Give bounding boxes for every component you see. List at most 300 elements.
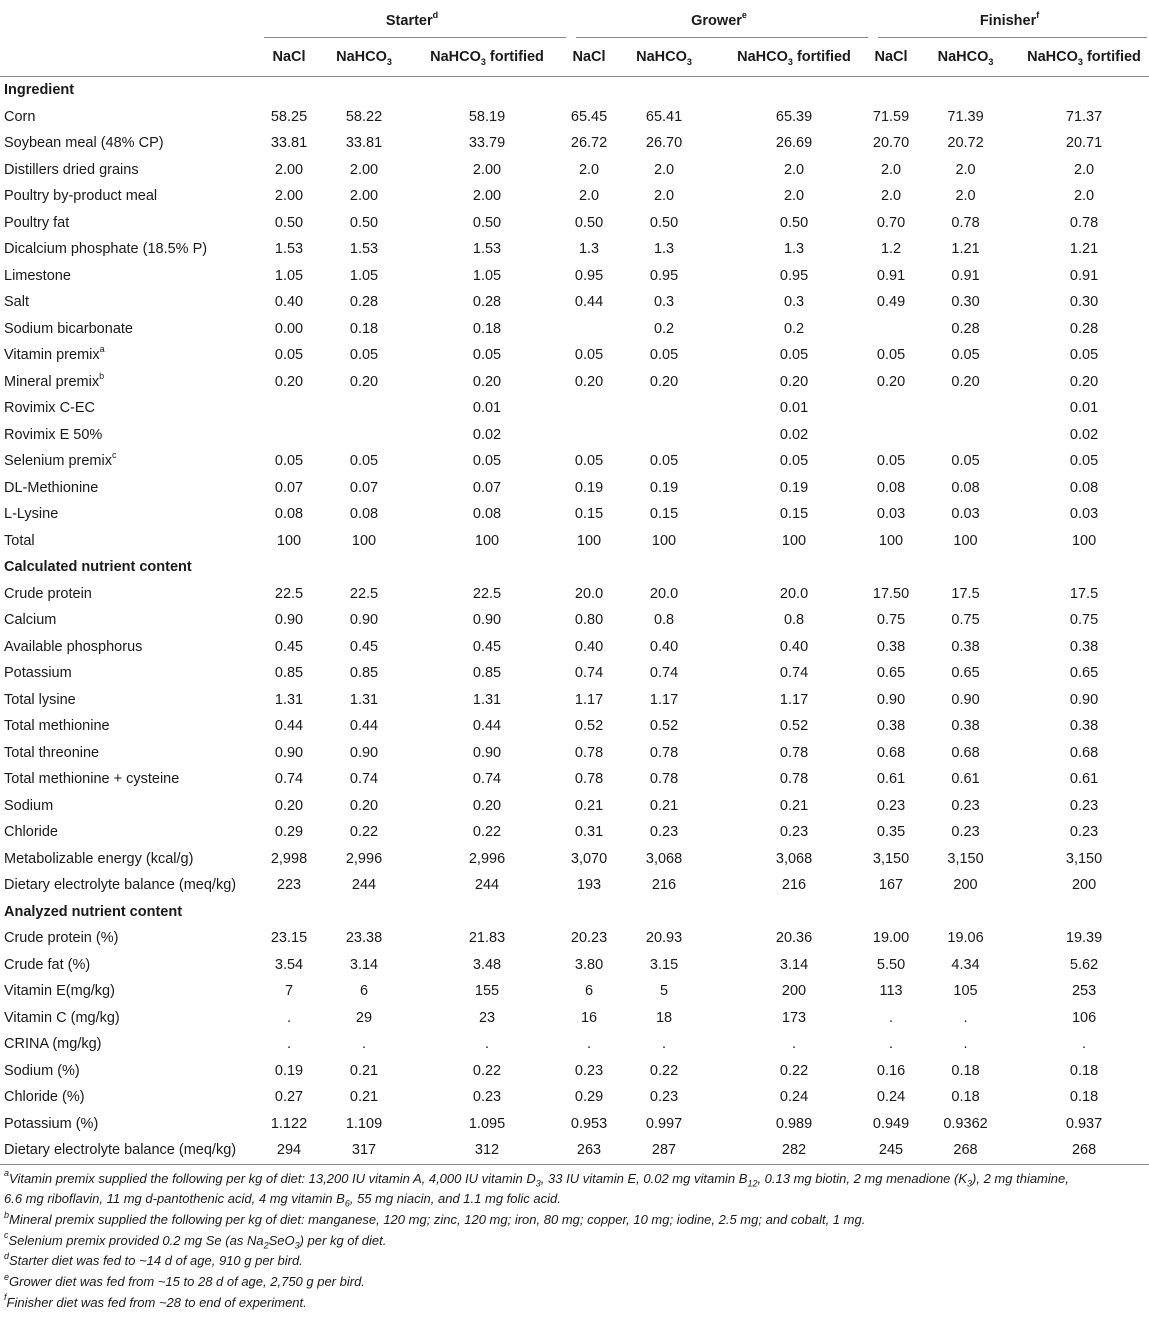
table-cell: 0.05	[472, 453, 502, 470]
table-cell: 26.69	[775, 135, 813, 152]
table-cell: 0.50	[649, 214, 679, 231]
table-cell: 0.50	[349, 214, 379, 231]
footnote-line	[4, 1251, 1147, 1272]
table-cell: 0.30	[1069, 294, 1099, 311]
table-cell: 0.40	[574, 638, 604, 655]
table-row	[0, 952, 1149, 979]
table-row	[0, 872, 1149, 899]
table-cell: 0.05	[349, 453, 379, 470]
table-cell: 0.78	[779, 771, 809, 788]
table-row	[0, 1031, 1149, 1058]
table-cell: 20.0	[779, 585, 809, 602]
row-label-text: Sodium	[4, 797, 54, 814]
table-cell: 1.2	[880, 241, 902, 258]
table-cell: 0.9362	[943, 1115, 988, 1132]
footnote-text: ) per kg of diet.	[299, 1232, 387, 1248]
table-row	[0, 1058, 1149, 1085]
phase-header-row	[0, 4, 1149, 38]
row-label-text: Vitamin C (mg/kg)	[4, 1009, 120, 1026]
table-cell: 5.50	[876, 956, 906, 973]
row-label	[0, 528, 256, 555]
table-cell: 0.38	[876, 638, 906, 655]
table-cell: 3,150	[872, 850, 910, 867]
footnote-mark: f	[1036, 10, 1040, 21]
row-label-text: Metabolizable energy (kcal/g)	[4, 850, 194, 867]
table-cell: 0.23	[1069, 797, 1099, 814]
header-corner-sub	[0, 38, 256, 77]
treatment-name: NaHCO	[1027, 49, 1078, 65]
table-cell: 0.19	[649, 479, 679, 496]
diet-composition-table	[0, 4, 1149, 1165]
table-cell: 3.48	[472, 956, 502, 973]
table-row	[0, 819, 1149, 846]
table-cell: 58.22	[345, 108, 383, 125]
table-cell: 71.39	[947, 108, 984, 125]
section-header-row	[0, 77, 1149, 104]
row-label	[0, 660, 256, 687]
table-cell: 0.21	[779, 797, 809, 814]
table-cell: 3.14	[349, 956, 379, 973]
table-cell: 0.85	[472, 665, 502, 682]
table-cell: 0.21	[649, 797, 679, 814]
table-cell: 0.38	[1069, 718, 1099, 735]
table-cell: 0.74	[574, 665, 604, 682]
treatment-suffix: fortified	[792, 49, 851, 65]
footnote-text: Finisher diet was fed from ~28 to end of experiment.	[6, 1294, 307, 1310]
table-cell: 0.23	[779, 824, 809, 841]
table-cell: 23	[478, 1009, 496, 1026]
table-cell: 0.74	[649, 665, 679, 682]
table-cell: 6	[584, 983, 594, 1000]
row-label	[0, 872, 256, 899]
table-row	[0, 501, 1149, 528]
table-cell: 0.23	[1069, 824, 1099, 841]
table-cell	[912, 395, 1019, 422]
table-cell: 0.91	[951, 267, 980, 284]
subscript: 3	[686, 56, 692, 67]
table-cell: 20.36	[775, 930, 813, 947]
table-cell: 19.39	[1065, 930, 1103, 947]
table-cell: 253	[1071, 983, 1097, 1000]
table-row	[0, 766, 1149, 793]
footnote-line	[4, 1293, 1147, 1314]
table-cell: .	[485, 1036, 490, 1053]
phase-header-grower	[568, 4, 870, 38]
treatment-name: NaHCO	[430, 49, 481, 65]
phase-header-finisher	[870, 4, 1149, 38]
table-cell: 0.65	[1069, 665, 1099, 682]
table-cell: 0.07	[349, 479, 379, 496]
table-cell	[256, 395, 322, 422]
section-header-row	[0, 554, 1149, 581]
table-cell: 0.90	[472, 744, 502, 761]
table-cell: .	[963, 1036, 968, 1053]
phase-name: Grower	[691, 13, 742, 29]
row-label	[0, 978, 256, 1005]
subscript: 3	[967, 1178, 973, 1189]
table-cell: 0.90	[951, 691, 980, 708]
table-cell: 105	[953, 983, 978, 1000]
footnote-text: Vitamin premix supplied the following per kg of diet: 13,200 IU vitamin A, 4,000 IU vitamin D	[9, 1170, 536, 1186]
table-cell: 0.49	[876, 294, 906, 311]
table-cell: 100	[1071, 532, 1097, 549]
subscript: 12	[747, 1178, 758, 1189]
table-cell: 2.0	[783, 188, 805, 205]
table-cell: 71.59	[872, 108, 910, 125]
table-cell: 0.23	[649, 1089, 679, 1106]
table-cell: 0.20	[649, 373, 679, 390]
table-cell: 0.01	[472, 400, 502, 417]
row-label-text: Soybean meal (48% CP)	[4, 135, 164, 152]
table-cell: 0.15	[779, 506, 809, 523]
treatment-header	[718, 38, 870, 77]
table-cell: 0.989	[775, 1115, 813, 1132]
table-cell: 20.93	[645, 930, 683, 947]
table-cell: 317	[322, 1137, 406, 1164]
row-label-text: Vitamin premix	[4, 347, 100, 364]
table-cell: 1.31	[349, 691, 379, 708]
table-cell: 3,150	[947, 850, 984, 867]
table-cell: 0.38	[951, 638, 980, 655]
table-cell: 0.74	[349, 771, 379, 788]
footnote-text: , 0.13 mg biotin, 2 mg menadione (K	[757, 1170, 968, 1186]
table-cell	[256, 422, 322, 449]
row-label-text: Dietary electrolyte balance (meq/kg)	[4, 877, 237, 894]
row-label	[0, 634, 256, 661]
table-cell: 244	[474, 877, 500, 894]
table-cell: 0.20	[574, 373, 604, 390]
table-cell: 0.45	[472, 638, 502, 655]
table-cell: .	[1082, 1036, 1087, 1053]
table-cell	[610, 395, 718, 422]
table-cell: 26.70	[645, 135, 683, 152]
table-cell: 200	[953, 877, 978, 894]
table-cell: 100	[351, 532, 377, 549]
table-cell: 0.44	[349, 718, 379, 735]
table-cell: 312	[406, 1137, 568, 1164]
table-cell: 106	[1071, 1009, 1097, 1026]
subscript: 3	[294, 1240, 300, 1251]
treatment-name: NaHCO	[336, 49, 387, 65]
table-cell: 1.21	[951, 241, 980, 258]
row-label	[0, 210, 256, 237]
table-cell: 33.81	[270, 135, 308, 152]
table-row	[0, 475, 1149, 502]
table-row	[0, 1005, 1149, 1032]
table-cell: 3.54	[274, 956, 304, 973]
footnote-mark: e	[4, 1271, 10, 1282]
table-cell: 0.61	[876, 771, 906, 788]
table-cell: 1.31	[274, 691, 304, 708]
row-label	[0, 369, 256, 396]
table-cell: .	[286, 1009, 292, 1026]
table-cell: 0.18	[1069, 1089, 1099, 1106]
treatment-header	[912, 38, 1019, 77]
row-label-text: Poultry by-product meal	[4, 188, 158, 205]
table-cell: 0.38	[951, 718, 980, 735]
table-row	[0, 740, 1149, 767]
table-cell: 2.00	[472, 188, 502, 205]
table-cell: 2.0	[653, 188, 675, 205]
table-cell: 0.61	[1069, 771, 1099, 788]
table-cell: 65.45	[570, 108, 608, 125]
treatment-name: NaCl	[272, 49, 306, 65]
table-cell: 2.0	[578, 161, 600, 178]
phase-name: Starter	[385, 13, 433, 29]
table-cell: 17.5	[951, 585, 980, 602]
table-cell: 0.02	[779, 426, 809, 443]
table-cell: 0.68	[1069, 744, 1099, 761]
table-cell: 3,068	[645, 850, 683, 867]
table-cell: 0.24	[779, 1089, 809, 1106]
row-label-text: Calcium	[4, 612, 57, 629]
table-cell: 1.17	[649, 691, 679, 708]
table-cell: 2.0	[783, 161, 805, 178]
table-cell: 2,996	[468, 850, 506, 867]
footnote-text: Mineral premix supplied the following per kg of diet: manganese, 120 mg; zinc, 120 mg; iron, 80 mg; copper, 10 mg; iodine, 2.5 mg; and cobalt, 1 mg.	[9, 1211, 866, 1227]
row-label-text: DL-Methionine	[4, 479, 99, 496]
footnote-line	[4, 1272, 1147, 1293]
treatment-header	[1019, 38, 1149, 77]
table-cell: 0.08	[1069, 479, 1099, 496]
row-label	[0, 1111, 256, 1138]
table-cell: 20.70	[872, 135, 910, 152]
table-row	[0, 846, 1149, 873]
table-cell: 21.83	[468, 930, 506, 947]
table-cell: 0.2	[653, 320, 675, 337]
table-cell: 0.68	[951, 744, 980, 761]
table-cell: 2.0	[578, 188, 600, 205]
treatment-header	[610, 38, 718, 77]
row-label-text: L-Lysine	[4, 506, 59, 523]
table-cell: 0.74	[779, 665, 809, 682]
row-label-text: Sodium (%)	[4, 1062, 80, 1079]
table-cell: 0.05	[472, 347, 502, 364]
table-cell: 0.3	[783, 294, 805, 311]
table-cell: 22.5	[349, 585, 379, 602]
row-label-text: Sodium bicarbonate	[4, 320, 133, 337]
footnote-mark: b	[4, 1209, 10, 1220]
table-cell: 0.05	[1069, 347, 1099, 364]
table-cell: 0.07	[274, 479, 304, 496]
treatment-header-row	[0, 38, 1149, 77]
row-label	[0, 183, 256, 210]
row-label-text: Vitamin E(mg/kg)	[4, 983, 115, 1000]
table-cell: 23.15	[270, 930, 308, 947]
row-label-text: Rovimix E 50%	[4, 426, 103, 443]
table-cell: 0.78	[649, 771, 679, 788]
table-cell: 100	[474, 532, 500, 549]
table-row	[0, 925, 1149, 952]
table-cell: 0.20	[472, 797, 502, 814]
row-label-text: Mineral premix	[4, 373, 100, 390]
table-cell: 0.03	[1069, 506, 1099, 523]
table-cell: 0.15	[574, 506, 604, 523]
table-cell: 0.08	[349, 506, 379, 523]
header-corner	[0, 4, 256, 38]
row-label	[0, 952, 256, 979]
table-cell: 0.29	[574, 1089, 604, 1106]
table-cell: 0.23	[472, 1089, 502, 1106]
table-cell: 100	[576, 532, 602, 549]
table-cell: 0.05	[779, 347, 809, 364]
table-cell: .	[662, 1036, 667, 1053]
table-cell: 0.90	[349, 744, 379, 761]
table-row	[0, 289, 1149, 316]
table-cell: 113	[879, 983, 903, 1000]
table-cell: 0.90	[876, 691, 906, 708]
table-cell: 216	[651, 877, 677, 894]
row-label-text: Salt	[4, 294, 29, 311]
table-row	[0, 581, 1149, 608]
table-cell: 0.40	[649, 638, 679, 655]
table-cell: 0.90	[274, 612, 304, 629]
row-label	[0, 422, 256, 449]
table-cell: 0.01	[779, 400, 809, 417]
table-cell: 0.23	[649, 824, 679, 841]
table-cell: 20.23	[570, 930, 608, 947]
row-label	[0, 1031, 256, 1058]
table-cell: 0.20	[1069, 373, 1099, 390]
table-cell: 0.8	[783, 612, 805, 629]
table-cell: 18	[655, 1009, 673, 1026]
row-label	[0, 395, 256, 422]
table-cell	[322, 395, 406, 422]
table-cell: 3.80	[574, 956, 604, 973]
table-cell: 0.50	[274, 214, 304, 231]
table-cell: 71.37	[1065, 108, 1103, 125]
footnote-line	[4, 1169, 1147, 1190]
table-cell: 1.122	[270, 1115, 308, 1132]
row-label-text: Selenium premix	[4, 453, 112, 470]
row-label	[0, 501, 256, 528]
table-cell: 3,070	[570, 850, 608, 867]
table-row	[0, 634, 1149, 661]
table-cell: 20.0	[649, 585, 679, 602]
table-cell: .	[792, 1036, 797, 1053]
table-cell: 0.44	[274, 718, 304, 735]
footnote-mark: c	[112, 450, 117, 461]
table-cell: 294	[256, 1137, 322, 1164]
table-cell	[870, 316, 912, 343]
table-cell: 7	[284, 983, 294, 1000]
table-cell: 1.17	[574, 691, 604, 708]
table-cell: 0.05	[349, 347, 379, 364]
table-cell	[870, 395, 912, 422]
subscript: 3	[787, 56, 793, 67]
table-cell: 0.949	[872, 1115, 910, 1132]
table-cell: 0.75	[951, 612, 980, 629]
table-cell: 0.85	[274, 665, 304, 682]
table-cell: 244	[351, 877, 377, 894]
table-cell: 20.71	[1065, 135, 1103, 152]
table-cell: 1.53	[472, 241, 502, 258]
table-cell: 1.53	[274, 241, 304, 258]
table-cell: 0.01	[1069, 400, 1099, 417]
table-cell: 0.38	[1069, 638, 1099, 655]
treatment-header	[870, 38, 912, 77]
table-row	[0, 1111, 1149, 1138]
row-label-text: Total methionine	[4, 718, 110, 735]
treatment-header	[322, 38, 406, 77]
table-cell	[870, 422, 912, 449]
table-cell: 5	[659, 983, 669, 1000]
table-cell: 0.18	[1069, 1062, 1099, 1079]
table-cell: 0.50	[472, 214, 502, 231]
table-cell: 0.75	[876, 612, 906, 629]
footnote-text: Grower diet was fed from ~15 to 28 d of age, 2,750 g per bird.	[9, 1274, 365, 1290]
table-cell: 0.05	[574, 347, 604, 364]
table-row	[0, 210, 1149, 237]
table-cell: 0.70	[876, 214, 906, 231]
table-cell: 0.78	[1069, 214, 1099, 231]
table-row	[0, 528, 1149, 555]
table-cell: 0.20	[349, 797, 379, 814]
table-cell: 0.65	[876, 665, 906, 682]
table-cell: 0.05	[649, 453, 679, 470]
table-cell: 0.65	[951, 665, 980, 682]
row-label-text: Dicalcium phosphate (18.5% P)	[4, 241, 208, 258]
table-cell: 0.02	[1069, 426, 1099, 443]
table-cell: 0.18	[951, 1062, 980, 1079]
footnote-line	[4, 1210, 1147, 1231]
table-cell: 0.90	[1069, 691, 1099, 708]
table-cell: 0.21	[574, 797, 604, 814]
table-cell: 22.5	[472, 585, 502, 602]
table-cell: 0.18	[349, 320, 379, 337]
table-cell: 2.0	[880, 188, 902, 205]
table-cell: 0.19	[779, 479, 809, 496]
treatment-header	[256, 38, 322, 77]
table-cell: 0.75	[1069, 612, 1099, 629]
table-row	[0, 342, 1149, 369]
table-cell: 0.27	[274, 1089, 304, 1106]
table-cell: 0.05	[274, 347, 304, 364]
table-row	[0, 130, 1149, 157]
row-label	[0, 793, 256, 820]
table-row	[0, 660, 1149, 687]
table-cell: 0.00	[274, 320, 304, 337]
row-label	[0, 819, 256, 846]
table-cell: 2.00	[472, 161, 502, 178]
table-cell: 0.28	[951, 320, 980, 337]
table-cell: 0.78	[951, 214, 980, 231]
row-label-text: Total lysine	[4, 691, 76, 708]
row-label-text: Limestone	[4, 267, 71, 284]
table-cell: 0.21	[349, 1062, 379, 1079]
footnote-text: 6.6 mg riboflavin, 11 mg d-pantothenic acid, 4 mg vitamin B	[4, 1191, 345, 1207]
table-cell: 0.953	[570, 1115, 608, 1132]
table-cell: 0.90	[274, 744, 304, 761]
table-cell: 16	[580, 1009, 598, 1026]
table-cell: 0.74	[274, 771, 304, 788]
treatment-header	[568, 38, 610, 77]
table-cell: 0.05	[951, 453, 980, 470]
table-cell: 0.90	[472, 612, 502, 629]
table-cell: .	[889, 1009, 894, 1026]
table-cell: 0.22	[472, 1062, 502, 1079]
treatment-header	[406, 38, 568, 77]
table-cell: 0.40	[274, 294, 304, 311]
table-cell: 0.78	[574, 771, 604, 788]
table-cell: 33.79	[468, 135, 506, 152]
footnote-mark: a	[4, 1168, 10, 1179]
table-cell: 0.28	[349, 294, 379, 311]
table-cell: 65.39	[775, 108, 813, 125]
section-header-row	[0, 899, 1149, 926]
footnotes	[0, 1165, 1149, 1314]
table-cell: .	[889, 1036, 894, 1053]
